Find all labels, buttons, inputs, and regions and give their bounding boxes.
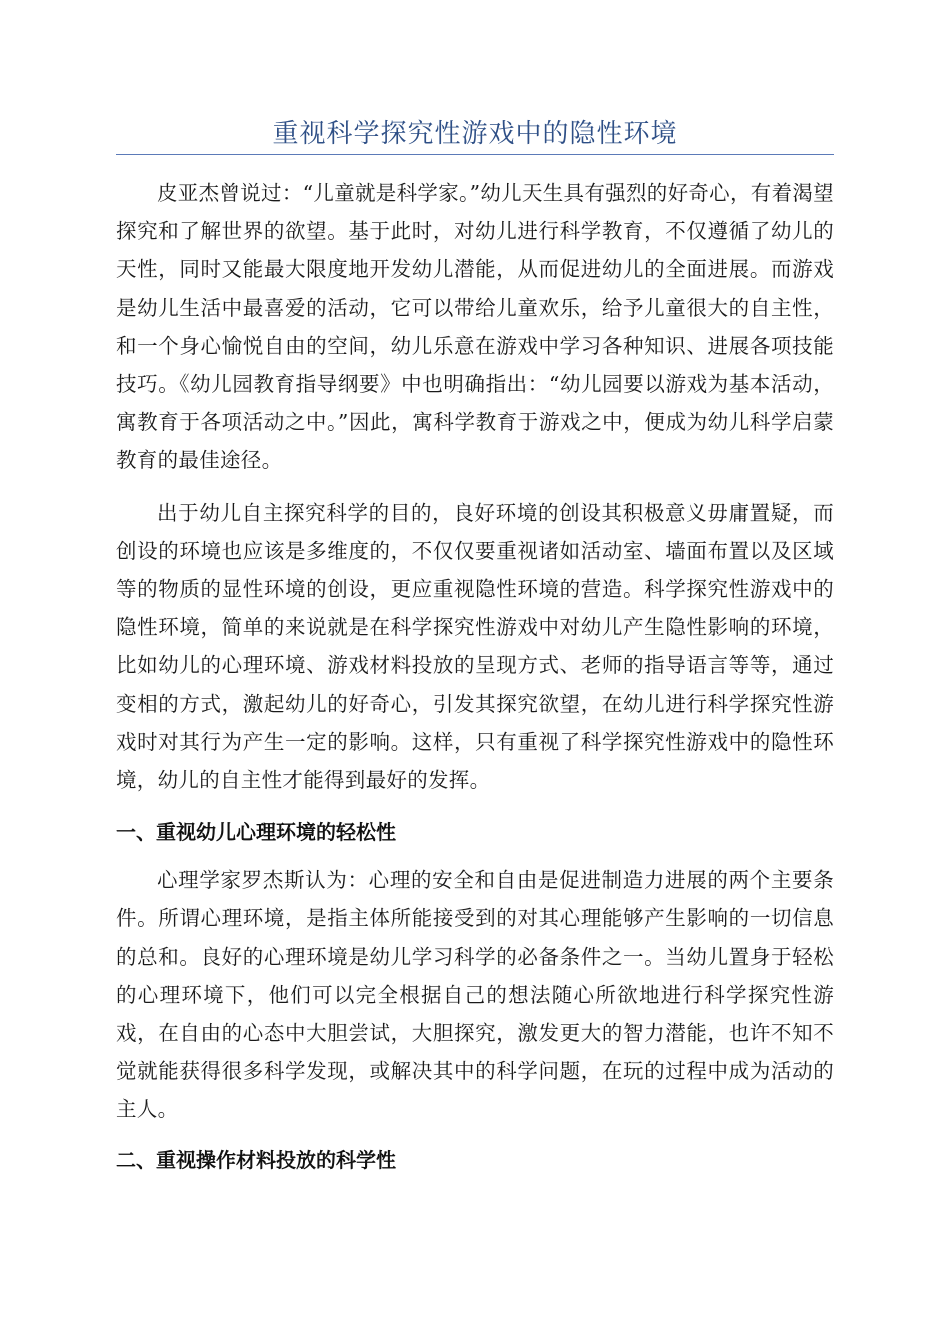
document-title: 重视科学探究性游戏中的隐性环境	[272, 119, 678, 149]
section-heading-2: 二、重视操作材料投放的科学性	[116, 1147, 396, 1172]
title-underline	[116, 154, 834, 155]
document-body	[116, 174, 834, 1175]
paragraph-psychological-environment: 心理学家罗杰斯认为：心理的安全和自由是促进制造力进展的两个主要条件。所谓心理环境，是指主体所能接受到的对其心理能够产生影响的一切信息的总和。良好的心理环境是幼儿学习科学的必备条件之一。当幼儿置身于轻松的心理环境下，他们可以完全根据自己的想法随心所欲地进行科学探究性游戏，在自由的心态中大胆尝试，大胆探究，激发更大的智力潜能，也许不知不觉就能获得很多科学发现，或解决其中的科学问题，在玩的过程中成为活动的主人。	[116, 868, 834, 1122]
section-heading-1: 一、重视幼儿心理环境的轻松性	[116, 820, 396, 845]
paragraph-intro: 皮亚杰曾说过：“儿童就是科学家。”幼儿天生具有强烈的好奇心，有着渴望探究和了解世界的欲望。基于此时，对幼儿进行科学教育，不仅遵循了幼儿的天性，同时又能最大限度地开发幼儿潜能，从而促进幼儿的全面进展。而游戏是幼儿生活中最喜爱的活动，它可以带给儿童欢乐，给予儿童很大的自主性，和一个身心愉悦自由的空间，幼儿乐意在游戏中学习各种知识、进展各项技能技巧。《幼儿园教育指导纲要》中也明确指出：“幼儿园要以游戏为基本活动，寓教育于各项活动之中。”因此，寓科学教育于游戏之中，便成为幼儿科学启蒙教育的最佳途径。	[116, 181, 834, 473]
paragraph-hidden-environment: 出于幼儿自主探究科学的目的，良好环境的创设其积极意义毋庸置疑，而创设的环境也应该是多维度的，不仅仅要重视诸如活动室、墙面布置以及区域等的物质的显性环境的创设，更应重视隐性环境的营造。科学探究性游戏中的隐性环境，简单的来说就是在科学探究性游戏中对幼儿产生隐性影响的环境，比如幼儿的心理环境、游戏材料投放的呈现方式、老师的指导语言等等，通过变相的方式，激起幼儿的好奇心，引发其探究欲望，在幼儿进行科学探究性游戏时对其行为产生一定的影响。这样，只有重视了科学探究性游戏中的隐性环境，幼儿的自主性才能得到最好的发挥。	[116, 500, 834, 793]
